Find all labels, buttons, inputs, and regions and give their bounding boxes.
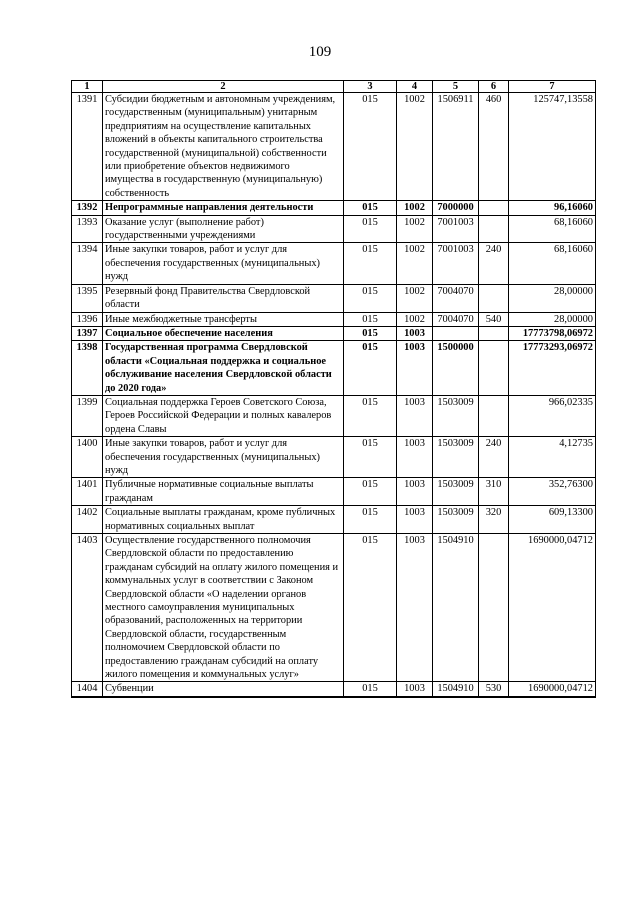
row-number-cell: 1404 xyxy=(72,682,103,697)
table-row xyxy=(72,201,596,215)
column-header: 2 xyxy=(103,81,344,93)
target-article-cell: 1503009 xyxy=(433,506,479,534)
ministry-code-cell: 015 xyxy=(344,312,397,326)
amount-cell: 1690000,04712 xyxy=(509,534,596,682)
target-article-cell: 1503009 xyxy=(433,437,479,478)
row-number-cell: 1392 xyxy=(72,201,103,215)
amount-cell: 68,16060 xyxy=(509,215,596,243)
ministry-code-cell: 015 xyxy=(344,395,397,436)
target-article-cell: 1503009 xyxy=(433,478,479,506)
table-row xyxy=(72,682,596,697)
section-code-cell: 1002 xyxy=(397,312,433,326)
row-number-cell: 1397 xyxy=(72,326,103,340)
row-number-cell: 1393 xyxy=(72,215,103,243)
section-code-cell: 1003 xyxy=(397,478,433,506)
expense-type-cell xyxy=(479,395,509,436)
section-code-cell: 1003 xyxy=(397,326,433,340)
section-code-cell: 1003 xyxy=(397,682,433,697)
item-name-cell: Резервный фонд Правительства Свердловской области xyxy=(103,284,344,312)
row-number-cell: 1398 xyxy=(72,341,103,396)
amount-cell: 28,00000 xyxy=(509,312,596,326)
section-code-cell: 1003 xyxy=(397,506,433,534)
amount-cell: 609,13300 xyxy=(509,506,596,534)
ministry-code-cell: 015 xyxy=(344,326,397,340)
table-row xyxy=(72,341,596,396)
expense-type-cell xyxy=(479,201,509,215)
target-article-cell: 1504910 xyxy=(433,682,479,697)
target-article-cell: 1503009 xyxy=(433,395,479,436)
ministry-code-cell: 015 xyxy=(344,478,397,506)
row-number-cell: 1395 xyxy=(72,284,103,312)
target-article-cell: 7004070 xyxy=(433,312,479,326)
target-article-cell: 1500000 xyxy=(433,341,479,396)
row-number-cell: 1403 xyxy=(72,534,103,682)
ministry-code-cell: 015 xyxy=(344,284,397,312)
section-code-cell: 1002 xyxy=(397,284,433,312)
amount-cell: 352,76300 xyxy=(509,478,596,506)
table-row xyxy=(72,395,596,436)
amount-cell: 17773798,06972 xyxy=(509,326,596,340)
target-article-cell xyxy=(433,326,479,340)
item-name-cell: Иные закупки товаров, работ и услуг для обеспечения государственных (муниципальных) нужд xyxy=(103,437,344,478)
expense-type-cell: 320 xyxy=(479,506,509,534)
expense-type-cell: 240 xyxy=(479,243,509,284)
expense-type-cell xyxy=(479,284,509,312)
column-header: 3 xyxy=(344,81,397,93)
column-header: 7 xyxy=(509,81,596,93)
column-header: 5 xyxy=(433,81,479,93)
column-header: 4 xyxy=(397,81,433,93)
ministry-code-cell: 015 xyxy=(344,506,397,534)
table-row xyxy=(72,312,596,326)
expense-type-cell: 460 xyxy=(479,93,509,201)
column-header: 6 xyxy=(479,81,509,93)
section-code-cell: 1003 xyxy=(397,437,433,478)
section-code-cell: 1002 xyxy=(397,215,433,243)
target-article-cell: 7001003 xyxy=(433,215,479,243)
row-number-cell: 1391 xyxy=(72,93,103,201)
ministry-code-cell: 015 xyxy=(344,437,397,478)
item-name-cell: Оказание услуг (выполнение работ) государственными учреждениями xyxy=(103,215,344,243)
row-number-cell: 1394 xyxy=(72,243,103,284)
ministry-code-cell: 015 xyxy=(344,215,397,243)
expense-type-cell: 540 xyxy=(479,312,509,326)
ministry-code-cell: 015 xyxy=(344,341,397,396)
expense-type-cell: 530 xyxy=(479,682,509,697)
budget-table xyxy=(71,80,596,698)
expense-type-cell: 310 xyxy=(479,478,509,506)
section-code-cell: 1002 xyxy=(397,201,433,215)
expense-type-cell xyxy=(479,326,509,340)
expense-type-cell: 240 xyxy=(479,437,509,478)
column-header: 1 xyxy=(72,81,103,93)
ministry-code-cell: 015 xyxy=(344,243,397,284)
row-number-cell: 1399 xyxy=(72,395,103,436)
table-body xyxy=(72,93,596,697)
expense-type-cell xyxy=(479,341,509,396)
item-name-cell: Публичные нормативные социальные выплаты гражданам xyxy=(103,478,344,506)
ministry-code-cell: 015 xyxy=(344,93,397,201)
table-header-row xyxy=(72,81,596,93)
target-article-cell: 1506911 xyxy=(433,93,479,201)
item-name-cell: Субсидии бюджетным и автономным учреждениям, государственным (муниципальным) унитарным предприятиям на осуществление капитальных вложений в объекты капитального строительства государственной (муниципальной) собственности или приобретение объектов недвижимого имущества в государственную (муниципальную) собственность xyxy=(103,93,344,201)
ministry-code-cell: 015 xyxy=(344,201,397,215)
item-name-cell: Иные межбюджетные трансферты xyxy=(103,312,344,326)
table-row xyxy=(72,478,596,506)
target-article-cell: 1504910 xyxy=(433,534,479,682)
row-number-cell: 1401 xyxy=(72,478,103,506)
section-code-cell: 1003 xyxy=(397,395,433,436)
table-row xyxy=(72,284,596,312)
amount-cell: 125747,13558 xyxy=(509,93,596,201)
row-number-cell: 1400 xyxy=(72,437,103,478)
item-name-cell: Осуществление государственного полномочия Свердловской области по предоставлению гражданам субсидий на оплату жилого помещения и коммунальных услуг в соответствии с Законом Свердловской области «О наделении органов местного самоуправления муниципальных образований, расположенных на территории Свердловской области, государственным полномочием Свердловской области по предоставлению гражданам субсидий на оплату жилого помещения и коммунальных услуг» xyxy=(103,534,344,682)
amount-cell: 68,16060 xyxy=(509,243,596,284)
section-code-cell: 1003 xyxy=(397,534,433,682)
amount-cell: 4,12735 xyxy=(509,437,596,478)
target-article-cell: 7004070 xyxy=(433,284,479,312)
amount-cell: 96,16060 xyxy=(509,201,596,215)
item-name-cell: Социальная поддержка Героев Советского Союза, Героев Российской Федерации и полных кавалеров ордена Славы xyxy=(103,395,344,436)
table-row xyxy=(72,437,596,478)
table-row xyxy=(72,326,596,340)
item-name-cell: Иные закупки товаров, работ и услуг для обеспечения государственных (муниципальных) нужд xyxy=(103,243,344,284)
ministry-code-cell: 015 xyxy=(344,682,397,697)
target-article-cell: 7000000 xyxy=(433,201,479,215)
table-row xyxy=(72,506,596,534)
page-number: 109 xyxy=(308,44,332,60)
table-row xyxy=(72,243,596,284)
row-number-cell: 1396 xyxy=(72,312,103,326)
item-name-cell: Субвенции xyxy=(103,682,344,697)
item-name-cell: Государственная программа Свердловской области «Социальная поддержка и социальное обслуживание населения Свердловской области до 2020 года» xyxy=(103,341,344,396)
section-code-cell: 1002 xyxy=(397,93,433,201)
section-code-cell: 1002 xyxy=(397,243,433,284)
ministry-code-cell: 015 xyxy=(344,534,397,682)
table-row xyxy=(72,215,596,243)
item-name-cell: Социальные выплаты гражданам, кроме публичных нормативных социальных выплат xyxy=(103,506,344,534)
section-code-cell: 1003 xyxy=(397,341,433,396)
item-name-cell: Непрограммные направления деятельности xyxy=(103,201,344,215)
amount-cell: 966,02335 xyxy=(509,395,596,436)
item-name-cell: Социальное обеспечение населения xyxy=(103,326,344,340)
target-article-cell: 7001003 xyxy=(433,243,479,284)
table-row xyxy=(72,534,596,682)
expense-type-cell xyxy=(479,215,509,243)
table-row xyxy=(72,93,596,201)
amount-cell: 17773293,06972 xyxy=(509,341,596,396)
amount-cell: 28,00000 xyxy=(509,284,596,312)
amount-cell: 1690000,04712 xyxy=(509,682,596,697)
row-number-cell: 1402 xyxy=(72,506,103,534)
expense-type-cell xyxy=(479,534,509,682)
